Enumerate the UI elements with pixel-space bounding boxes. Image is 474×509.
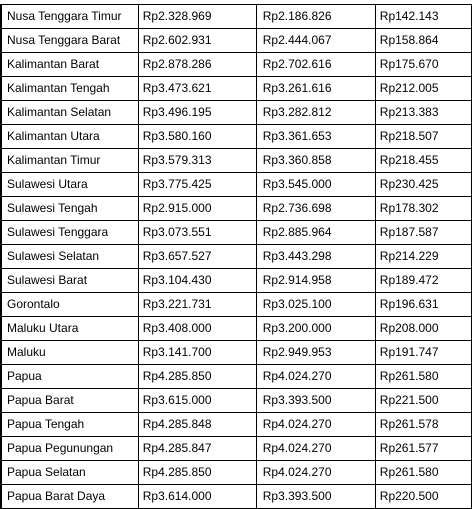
- value-cell-2: Rp3.393.500: [256, 485, 375, 509]
- value-cell-1: Rp3.580.160: [138, 125, 256, 149]
- province-cell: Kalimantan Tengah: [1, 77, 138, 101]
- province-cell: Papua Tengah: [1, 413, 138, 437]
- wage-table: [0, 4, 472, 509]
- province-cell: Kalimantan Timur: [1, 149, 138, 173]
- province-cell: Sulawesi Tenggara: [1, 221, 138, 245]
- value-cell-3: Rp261.577: [375, 437, 471, 461]
- value-cell-1: Rp3.141.700: [138, 341, 256, 365]
- province-cell: Papua Pegunungan: [1, 437, 138, 461]
- value-cell-1: Rp4.285.850: [138, 365, 256, 389]
- value-cell-2: Rp3.443.298: [256, 245, 375, 269]
- province-cell: Sulawesi Barat: [1, 269, 138, 293]
- value-cell-3: Rp261.580: [375, 365, 471, 389]
- value-cell-1: Rp3.496.195: [138, 101, 256, 125]
- value-cell-2: Rp3.361.653: [256, 125, 375, 149]
- value-cell-1: Rp3.614.000: [138, 485, 256, 509]
- table-row: [1, 149, 471, 173]
- province-cell: Sulawesi Utara: [1, 173, 138, 197]
- value-cell-1: Rp2.878.286: [138, 53, 256, 77]
- value-cell-2: Rp4.024.270: [256, 437, 375, 461]
- value-cell-3: Rp221.500: [375, 389, 471, 413]
- province-cell: Maluku: [1, 341, 138, 365]
- province-cell: Sulawesi Tengah: [1, 197, 138, 221]
- value-cell-1: Rp3.579.313: [138, 149, 256, 173]
- table-body: [1, 5, 471, 509]
- value-cell-2: Rp3.360.858: [256, 149, 375, 173]
- province-cell: Papua Barat: [1, 389, 138, 413]
- value-cell-3: Rp191.747: [375, 341, 471, 365]
- value-cell-2: Rp3.545.000: [256, 173, 375, 197]
- table-row: [1, 293, 471, 317]
- value-cell-1: Rp4.285.847: [138, 437, 256, 461]
- table-row: [1, 365, 471, 389]
- province-cell: Kalimantan Utara: [1, 125, 138, 149]
- province-cell: Sulawesi Selatan: [1, 245, 138, 269]
- table-row: [1, 173, 471, 197]
- value-cell-3: Rp208.000: [375, 317, 471, 341]
- province-cell: Kalimantan Selatan: [1, 101, 138, 125]
- value-cell-3: Rp142.143: [375, 5, 471, 29]
- table-row: [1, 77, 471, 101]
- value-cell-2: Rp3.200.000: [256, 317, 375, 341]
- value-cell-3: Rp218.507: [375, 125, 471, 149]
- value-cell-1: Rp3.657.527: [138, 245, 256, 269]
- value-cell-1: Rp2.602.931: [138, 29, 256, 53]
- value-cell-2: Rp3.282.812: [256, 101, 375, 125]
- value-cell-1: Rp3.073.551: [138, 221, 256, 245]
- table-row: [1, 53, 471, 77]
- province-cell: Papua Selatan: [1, 461, 138, 485]
- province-cell: Papua: [1, 365, 138, 389]
- table-row: [1, 5, 471, 29]
- value-cell-1: Rp3.408.000: [138, 317, 256, 341]
- province-cell: Papua Barat Daya: [1, 485, 138, 509]
- table-row: [1, 485, 471, 509]
- value-cell-2: Rp4.024.270: [256, 413, 375, 437]
- value-cell-1: Rp3.473.621: [138, 77, 256, 101]
- value-cell-3: Rp175.670: [375, 53, 471, 77]
- value-cell-1: Rp4.285.848: [138, 413, 256, 437]
- value-cell-3: Rp214.229: [375, 245, 471, 269]
- value-cell-2: Rp3.393.500: [256, 389, 375, 413]
- value-cell-2: Rp4.024.270: [256, 461, 375, 485]
- value-cell-3: Rp213.383: [375, 101, 471, 125]
- value-cell-2: Rp3.261.616: [256, 77, 375, 101]
- value-cell-2: Rp2.949.953: [256, 341, 375, 365]
- province-cell: Gorontalo: [1, 293, 138, 317]
- value-cell-1: Rp2.915.000: [138, 197, 256, 221]
- value-cell-1: Rp4.285.850: [138, 461, 256, 485]
- value-cell-3: Rp187.587: [375, 221, 471, 245]
- value-cell-2: Rp2.186.826: [256, 5, 375, 29]
- value-cell-3: Rp158.864: [375, 29, 471, 53]
- value-cell-3: Rp218.455: [375, 149, 471, 173]
- value-cell-3: Rp230.425: [375, 173, 471, 197]
- value-cell-1: Rp3.615.000: [138, 389, 256, 413]
- table-row: [1, 461, 471, 485]
- province-cell: Nusa Tenggara Timur: [1, 5, 138, 29]
- value-cell-3: Rp189.472: [375, 269, 471, 293]
- value-cell-3: Rp261.580: [375, 461, 471, 485]
- value-cell-3: Rp212.005: [375, 77, 471, 101]
- province-cell: Maluku Utara: [1, 317, 138, 341]
- table-row: [1, 389, 471, 413]
- value-cell-2: Rp3.025.100: [256, 293, 375, 317]
- value-cell-3: Rp196.631: [375, 293, 471, 317]
- value-cell-2: Rp2.914.958: [256, 269, 375, 293]
- table-row: [1, 101, 471, 125]
- table-row: [1, 245, 471, 269]
- value-cell-2: Rp4.024.270: [256, 365, 375, 389]
- value-cell-2: Rp2.444.067: [256, 29, 375, 53]
- table-row: [1, 413, 471, 437]
- table-row: [1, 29, 471, 53]
- value-cell-1: Rp3.775.425: [138, 173, 256, 197]
- table-row: [1, 317, 471, 341]
- value-cell-1: Rp2.328.969: [138, 5, 256, 29]
- value-cell-3: Rp178.302: [375, 197, 471, 221]
- table-row: [1, 197, 471, 221]
- value-cell-1: Rp3.104.430: [138, 269, 256, 293]
- value-cell-3: Rp261.578: [375, 413, 471, 437]
- value-cell-1: Rp3.221.731: [138, 293, 256, 317]
- province-cell: Nusa Tenggara Barat: [1, 29, 138, 53]
- value-cell-2: Rp2.702.616: [256, 53, 375, 77]
- value-cell-3: Rp220.500: [375, 485, 471, 509]
- table-row: [1, 437, 471, 461]
- table-row: [1, 341, 471, 365]
- table-row: [1, 125, 471, 149]
- province-cell: Kalimantan Barat: [1, 53, 138, 77]
- value-cell-2: Rp2.736.698: [256, 197, 375, 221]
- table-row: [1, 269, 471, 293]
- table-row: [1, 221, 471, 245]
- value-cell-2: Rp2.885.964: [256, 221, 375, 245]
